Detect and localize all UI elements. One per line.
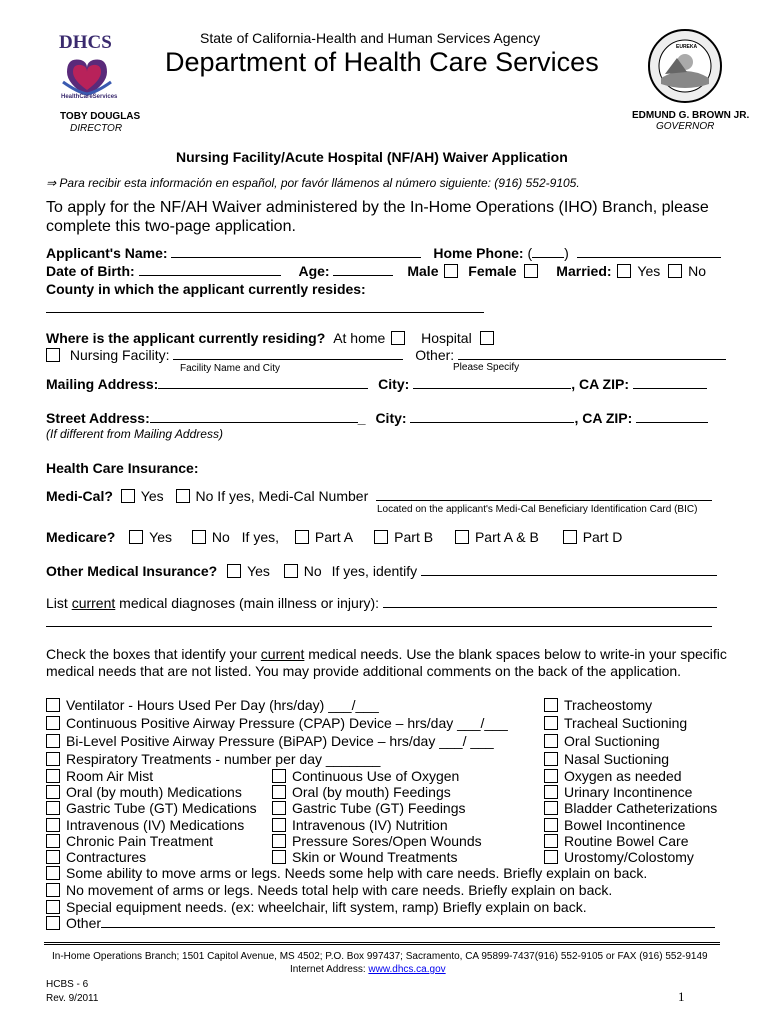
other-residence-label: Other:	[415, 347, 455, 363]
logo-subtext: HealthCareServices	[61, 94, 118, 100]
routine-bowel-checkbox[interactable]	[544, 834, 558, 848]
logo-text: DHCS	[59, 32, 112, 53]
spanish-note: ⇒ Para recibir esta información en español, por favór llámenos al número siguiente: (916) 552-9105.	[46, 176, 580, 190]
part-b-label: Part B	[394, 529, 434, 545]
special-equipment-label: Special equipment needs. (ex: wheelchair, lift system, ramp) Briefly explain on back.	[66, 899, 587, 915]
medi-cal-yes-label: Yes	[140, 488, 164, 504]
ventilator-label: Ventilator - Hours Used Per Day (hrs/day) ___/___	[66, 697, 379, 713]
medicare-label: Medicare?	[46, 529, 116, 545]
footer-divider	[44, 942, 720, 945]
part-b-checkbox[interactable]	[374, 530, 388, 544]
footer-internet-label: Internet Address:	[290, 964, 369, 975]
governor-name: EDMUND G. BROWN JR.	[632, 110, 750, 121]
hospital-label: Hospital	[421, 330, 472, 346]
county-label: County in which the applicant currently resides:	[46, 281, 366, 297]
medi-cal-yes-checkbox[interactable]	[121, 489, 135, 503]
other-insurance-no-checkbox[interactable]	[284, 564, 298, 578]
oral-meds-label: Oral (by mouth) Medications	[66, 784, 242, 800]
applicant-name-label: Applicant's Name:	[46, 245, 168, 261]
footer-internet-link[interactable]: www.dhcs.ca.gov	[368, 964, 446, 975]
bowel-incontinence-label: Bowel Incontinence	[564, 817, 686, 833]
oral-feedings-label: Oral (by mouth) Feedings	[292, 784, 451, 800]
age-field[interactable]	[333, 263, 393, 276]
other-hint: Please Specify	[453, 362, 520, 373]
diagnoses-field-2[interactable]	[46, 614, 712, 627]
dob-label: Date of Birth:	[46, 263, 135, 279]
medi-cal-no-label: No If yes, Medi-Cal Number	[195, 488, 369, 504]
diagnoses-current: current	[71, 595, 116, 611]
street-note: (If different from Mailing Address)	[46, 427, 223, 441]
diagnoses-suffix: medical diagnoses (main illness or injury):	[115, 595, 380, 611]
married-label: Married:	[556, 263, 612, 279]
home-phone-field[interactable]	[577, 245, 721, 258]
department-name: Department of Health Care Services	[165, 47, 599, 77]
contractures-label: Contractures	[66, 849, 147, 865]
facility-hint: Facility Name and City	[180, 363, 281, 374]
applicant-name-field[interactable]	[171, 245, 421, 258]
male-checkbox[interactable]	[444, 264, 458, 278]
bladder-cath-label: Bladder Catheterizations	[564, 800, 718, 816]
female-checkbox[interactable]	[524, 264, 538, 278]
home-phone-label: Home Phone:	[433, 245, 524, 261]
married-yes-checkbox[interactable]	[617, 264, 631, 278]
cpap-label: Continuous Positive Airway Pressure (CPAP) Device – hrs/day ___/___	[66, 715, 508, 731]
other-insurance-yes-checkbox[interactable]	[227, 564, 241, 578]
other-insurance-no-label: No	[303, 563, 322, 579]
nasal-suctioning-label: Nasal Suctioning	[564, 751, 670, 767]
hospital-checkbox[interactable]	[480, 331, 494, 345]
phone-paren-open: (	[527, 245, 533, 261]
residence-question: Where is the applicant currently residing?	[46, 330, 326, 346]
pressure-sores-checkbox[interactable]	[272, 834, 286, 848]
at-home-checkbox[interactable]	[391, 331, 405, 345]
oral-suctioning-label: Oral Suctioning	[564, 733, 660, 749]
pressure-sores-label: Pressure Sores/Open Wounds	[292, 833, 482, 849]
married-no-label: No	[688, 263, 707, 279]
part-d-checkbox[interactable]	[563, 530, 577, 544]
bipap-checkbox[interactable]	[46, 734, 60, 748]
married-yes-label: Yes	[637, 263, 661, 279]
heart-hands-icon	[57, 52, 117, 100]
footer-address: In-Home Operations Branch; 1501 Capitol Avenue, MS 4502; P.O. Box 997437; Sacramento, CA 95899-7437(916) 552-9105 or FAX (916) 552-9149	[52, 951, 708, 962]
chronic-pain-label: Chronic Pain Treatment	[66, 833, 214, 849]
contractures-checkbox[interactable]	[46, 850, 60, 864]
part-a-label: Part A	[314, 529, 353, 545]
nasal-suctioning-checkbox[interactable]	[544, 752, 558, 766]
routine-bowel-label: Routine Bowel Care	[564, 833, 689, 849]
seal-motto: EUREKA	[676, 44, 698, 50]
iv-meds-checkbox[interactable]	[46, 818, 60, 832]
mailing-address-field[interactable]	[158, 376, 368, 389]
dob-field[interactable]	[139, 263, 281, 276]
state-seal	[647, 28, 723, 104]
room-air-checkbox[interactable]	[46, 769, 60, 783]
male-label: Male	[407, 263, 439, 279]
female-label: Female	[468, 263, 517, 279]
director-title: DIRECTOR	[70, 123, 123, 131]
room-air-label: Room Air Mist	[66, 768, 154, 784]
street-city-field[interactable]	[410, 410, 574, 423]
oxygen-needed-checkbox[interactable]	[544, 769, 558, 783]
governor-title: GOVERNOR	[656, 121, 715, 132]
needs-intro-current: current	[260, 646, 305, 662]
diagnoses-prefix: List	[46, 595, 72, 611]
part-ab-label: Part A & B	[474, 529, 539, 545]
area-code-field[interactable]	[532, 245, 564, 258]
phone-paren-close: )	[564, 245, 569, 261]
street-ca-zip-label: , CA ZIP:	[574, 410, 633, 426]
respiratory-label: Respiratory Treatments - number per day _______	[66, 751, 381, 767]
nursing-facility-field[interactable]	[173, 347, 403, 360]
medi-cal-no-checkbox[interactable]	[176, 489, 190, 503]
married-no-checkbox[interactable]	[668, 264, 682, 278]
medicare-no-label: No	[211, 529, 230, 545]
some-ability-checkbox[interactable]	[46, 866, 60, 880]
tracheal-suctioning-label: Tracheal Suctioning	[564, 715, 688, 731]
street-address-field[interactable]	[150, 410, 358, 423]
urinary-incontinence-label: Urinary Incontinence	[564, 784, 693, 800]
medicare-yes-checkbox[interactable]	[129, 530, 143, 544]
gt-feedings-label: Gastric Tube (GT) Feedings	[292, 800, 466, 816]
at-home-label: At home	[333, 330, 386, 346]
urinary-incontinence-checkbox[interactable]	[544, 785, 558, 799]
oral-meds-checkbox[interactable]	[46, 785, 60, 799]
tracheostomy-label: Tracheostomy	[564, 697, 653, 713]
no-movement-label: No movement of arms or legs. Needs total help with care needs. Briefly explain on back.	[66, 882, 613, 898]
other-needs-checkbox[interactable]	[46, 916, 60, 930]
part-ab-checkbox[interactable]	[455, 530, 469, 544]
page-number: 1	[678, 989, 685, 1004]
special-equipment-checkbox[interactable]	[46, 900, 60, 914]
needs-intro-prefix: Check the boxes that identify your	[46, 646, 261, 662]
ventilator-checkbox[interactable]	[46, 698, 60, 712]
medicare-if-yes-label: If yes,	[241, 529, 280, 545]
chronic-pain-checkbox[interactable]	[46, 834, 60, 848]
medi-cal-number-field[interactable]	[376, 488, 712, 501]
other-needs-field[interactable]	[101, 915, 715, 928]
part-a-checkbox[interactable]	[295, 530, 309, 544]
urostomy-label: Urostomy/Colostomy	[564, 849, 694, 865]
iv-nutrition-label: Intravenous (IV) Nutrition	[292, 817, 448, 833]
medicare-yes-label: Yes	[149, 529, 172, 545]
iv-nutrition-checkbox[interactable]	[272, 818, 286, 832]
continuous-oxygen-checkbox[interactable]	[272, 769, 286, 783]
gt-meds-label: Gastric Tube (GT) Medications	[66, 800, 257, 816]
form-code: HCBS - 6	[46, 979, 89, 990]
cpap-checkbox[interactable]	[46, 716, 60, 730]
urostomy-checkbox[interactable]	[544, 850, 558, 864]
agency-name: State of California-Health and Human Services Agency	[200, 30, 541, 46]
oxygen-needed-label: Oxygen as needed	[564, 768, 682, 784]
oral-feedings-checkbox[interactable]	[272, 785, 286, 799]
continuous-oxygen-label: Continuous Use of Oxygen	[292, 768, 460, 784]
no-movement-checkbox[interactable]	[46, 883, 60, 897]
iv-meds-label: Intravenous (IV) Medications	[66, 817, 245, 833]
medi-cal-hint: Located on the applicant's Medi-Cal Beneficiary Identification Card (BIC)	[377, 504, 698, 515]
diagnoses-field-1[interactable]	[383, 595, 717, 608]
street-zip-field[interactable]	[636, 410, 708, 423]
dhcs-logo	[55, 30, 121, 106]
nursing-facility-label: Nursing Facility:	[69, 347, 170, 363]
respiratory-checkbox[interactable]	[46, 752, 60, 766]
other-needs-label: Other	[66, 915, 102, 931]
other-insurance-field[interactable]	[421, 563, 717, 576]
insurance-heading: Health Care Insurance:	[46, 460, 199, 476]
mailing-zip-field[interactable]	[633, 376, 707, 389]
street-city-label: City:	[375, 410, 407, 426]
tracheostomy-checkbox[interactable]	[544, 698, 558, 712]
other-insurance-if-yes-label: If yes, identify	[331, 563, 418, 579]
age-label: Age:	[298, 263, 330, 279]
nursing-facility-checkbox[interactable]	[46, 348, 60, 362]
gt-meds-checkbox[interactable]	[46, 801, 60, 815]
mailing-city-label: City:	[378, 376, 410, 392]
part-d-label: Part D	[582, 529, 623, 545]
skin-wound-checkbox[interactable]	[272, 850, 286, 864]
mailing-city-field[interactable]	[413, 376, 571, 389]
street-address-label: Street Address:	[46, 410, 150, 426]
bladder-cath-checkbox[interactable]	[544, 801, 558, 815]
mailing-ca-zip-label: , CA ZIP:	[571, 376, 629, 392]
tracheal-suctioning-checkbox[interactable]	[544, 716, 558, 730]
form-title: Nursing Facility/Acute Hospital (NF/AH) Waiver Application	[176, 149, 568, 165]
intro-line-1: To apply for the NF/AH Waiver administered by the In-Home Operations (IHO) Branch, please	[46, 199, 709, 216]
needs-intro-line-2: medical needs that are not listed. You may provide additional comments on the back of the application.	[46, 663, 682, 679]
bowel-incontinence-checkbox[interactable]	[544, 818, 558, 832]
intro-line-2: complete this two-page application.	[46, 218, 296, 235]
director-name: TOBY DOUGLAS	[60, 111, 141, 122]
oral-suctioning-checkbox[interactable]	[544, 734, 558, 748]
skin-wound-label: Skin or Wound Treatments	[292, 849, 458, 865]
mailing-address-label: Mailing Address:	[46, 376, 159, 392]
medi-cal-label: Medi-Cal?	[46, 488, 113, 504]
bipap-label: Bi-Level Positive Airway Pressure (BiPAP) Device – hrs/day ___/ ___	[66, 733, 494, 749]
some-ability-label: Some ability to move arms or legs. Needs some help with care needs. Briefly explain on back.	[66, 865, 648, 881]
other-residence-field[interactable]	[458, 347, 726, 360]
medicare-no-checkbox[interactable]	[192, 530, 206, 544]
county-field[interactable]	[46, 300, 484, 313]
other-insurance-yes-label: Yes	[247, 563, 270, 579]
street-underscore: _	[357, 410, 366, 426]
form-revision: Rev. 9/2011	[46, 993, 99, 1004]
other-insurance-label: Other Medical Insurance?	[46, 563, 218, 579]
needs-intro-suffix: medical needs. Use the blank spaces below to write-in your specific	[304, 646, 727, 662]
gt-feedings-checkbox[interactable]	[272, 801, 286, 815]
